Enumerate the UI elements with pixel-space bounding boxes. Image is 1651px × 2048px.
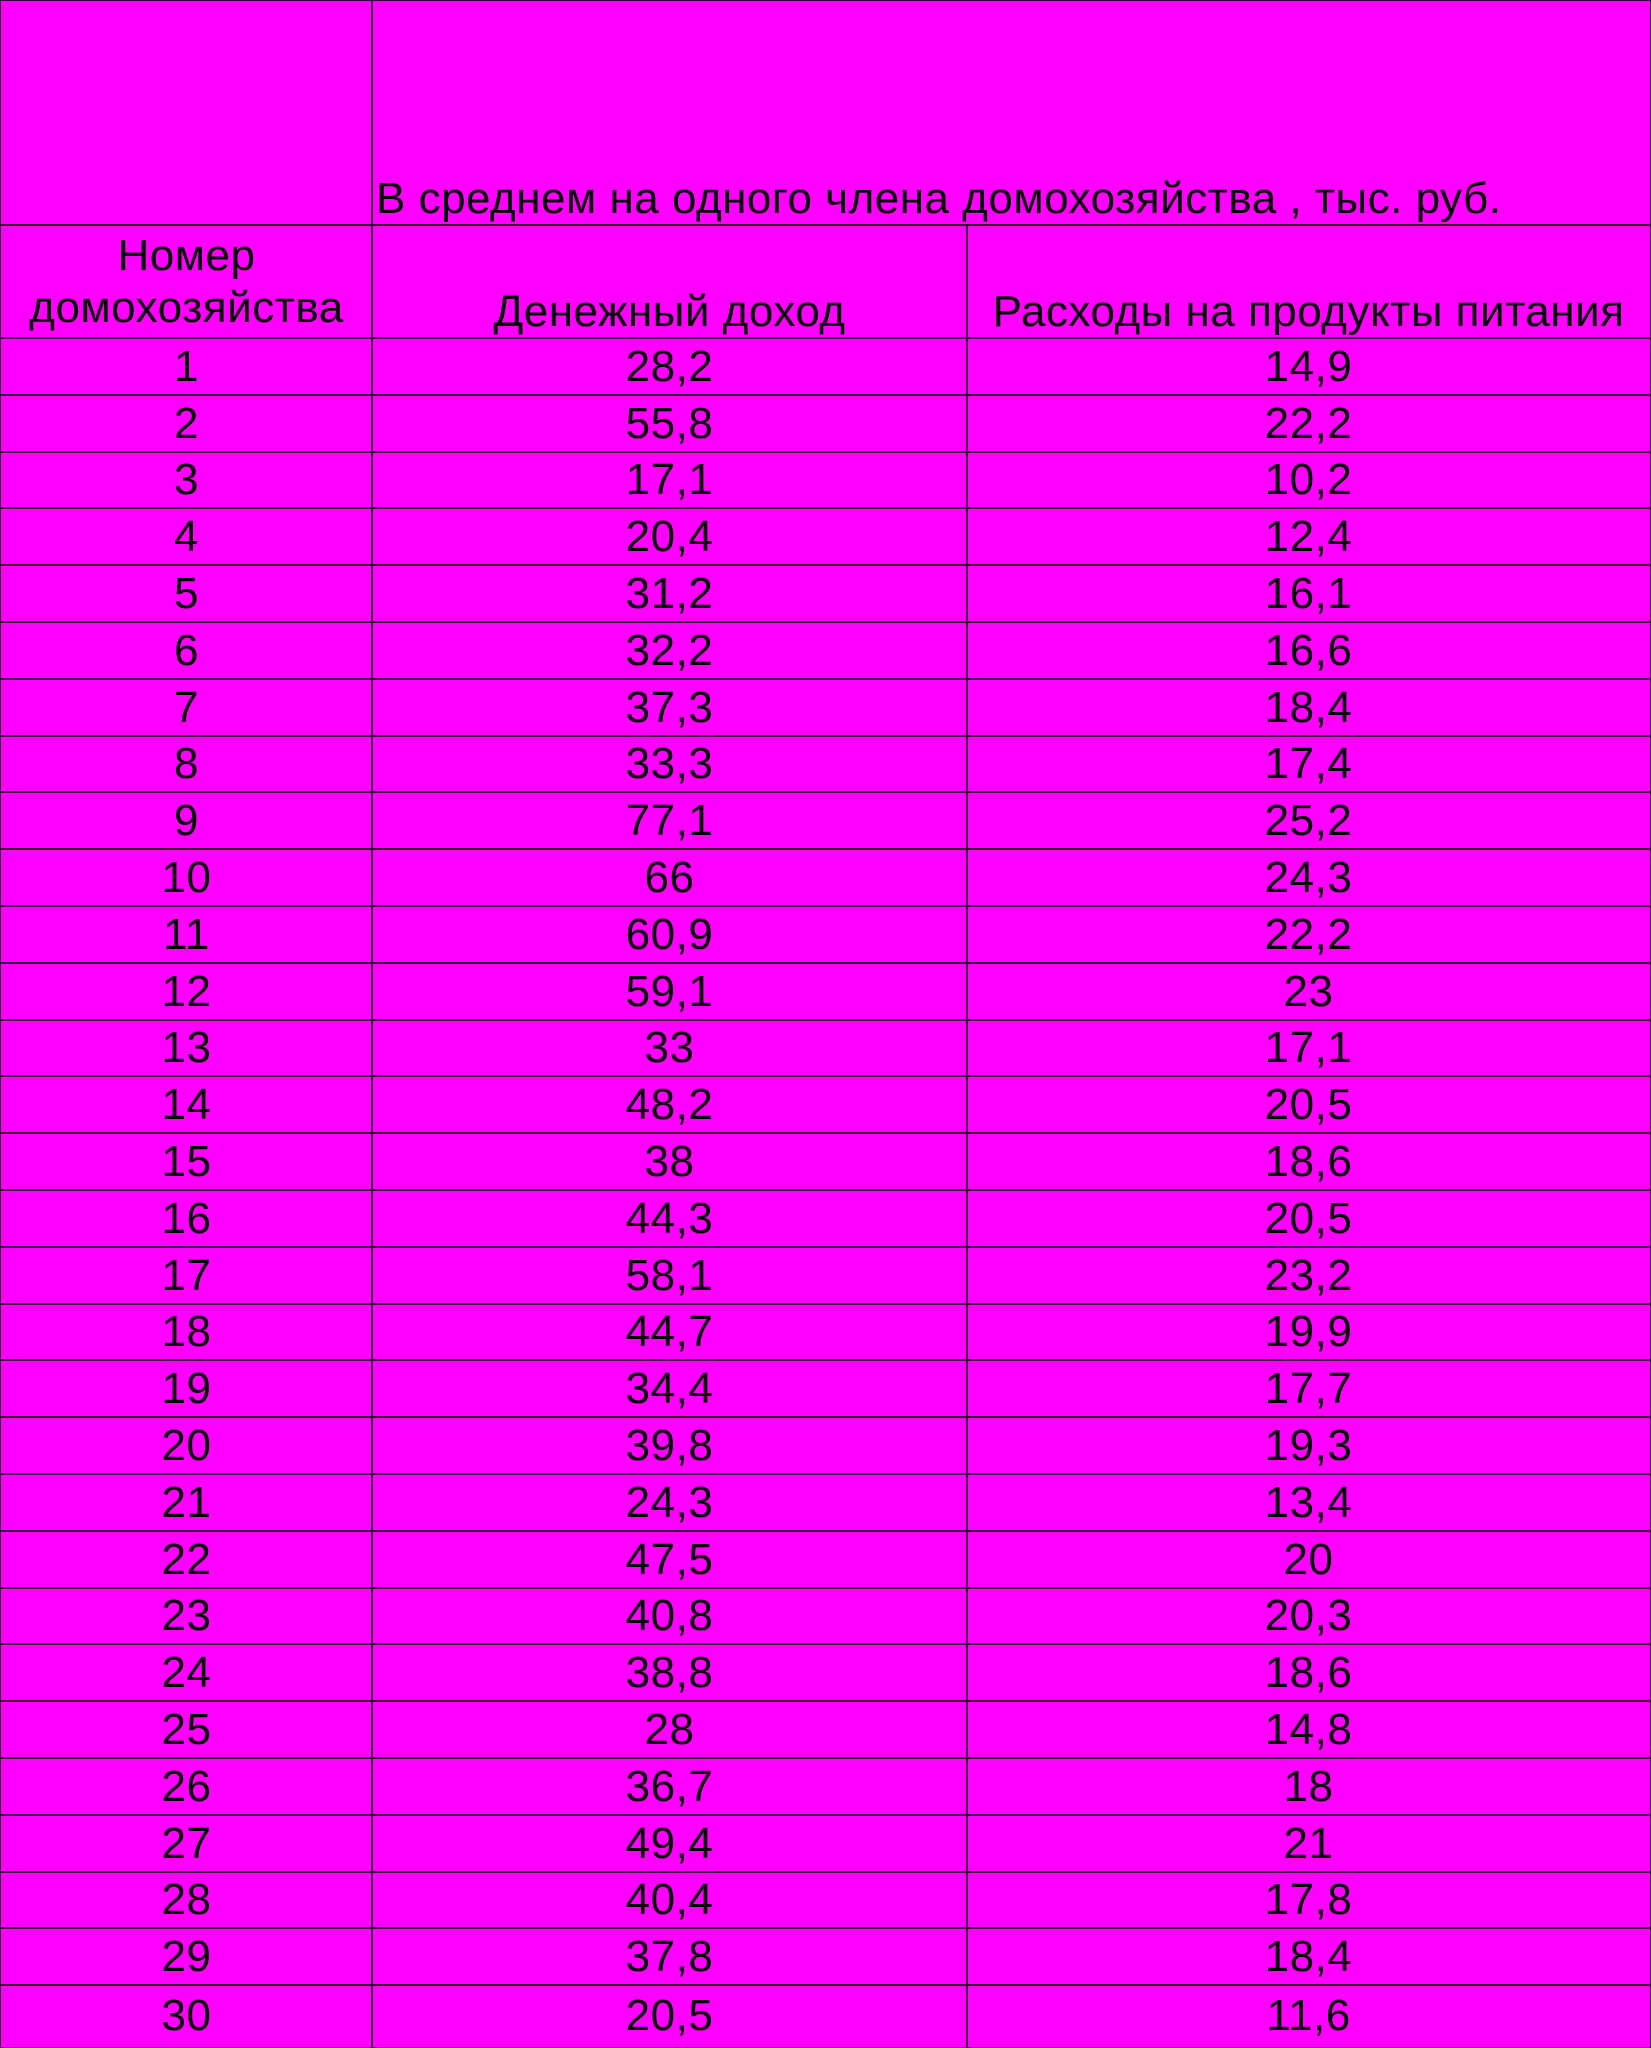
cell-money-income: 37,3 (371, 678, 968, 737)
cell-household-number: 5 (0, 564, 373, 623)
column-header-household-number: Номер домохозяйства (0, 224, 373, 339)
cell-money-income: 37,8 (371, 1927, 968, 1986)
cell-food-expenses: 20,5 (966, 1189, 1651, 1248)
cell-food-expenses: 18 (966, 1757, 1651, 1816)
cell-household-number: 22 (0, 1530, 373, 1589)
cell-household-number: 28 (0, 1871, 373, 1929)
cell-household-number: 30 (0, 1984, 373, 2048)
cell-food-expenses: 14,8 (966, 1700, 1651, 1759)
cell-money-income: 39,8 (371, 1416, 968, 1475)
cell-household-number: 20 (0, 1416, 373, 1475)
cell-household-number: 29 (0, 1927, 373, 1986)
cell-money-income: 47,5 (371, 1530, 968, 1589)
cell-food-expenses: 10,2 (966, 451, 1651, 509)
cell-money-income: 28,2 (371, 337, 968, 396)
cell-food-expenses: 22,2 (966, 905, 1651, 964)
cell-money-income: 66 (371, 848, 968, 907)
cell-household-number: 1 (0, 337, 373, 396)
group-header-cell: В среднем на одного члена домохозяйства , тыс. руб. (371, 0, 1651, 226)
cell-food-expenses: 20,3 (966, 1587, 1651, 1645)
cell-food-expenses: 20 (966, 1530, 1651, 1589)
cell-household-number: 9 (0, 791, 373, 850)
cell-household-number: 16 (0, 1189, 373, 1248)
cell-money-income: 59,1 (371, 962, 968, 1021)
cell-food-expenses: 17,8 (966, 1871, 1651, 1929)
column-header-money-income: Денежный доход (371, 224, 968, 339)
header-corner-cell (0, 0, 373, 226)
cell-household-number: 10 (0, 848, 373, 907)
cell-household-number: 14 (0, 1075, 373, 1134)
cell-money-income: 58,1 (371, 1246, 968, 1305)
cell-food-expenses: 16,1 (966, 564, 1651, 623)
cell-household-number: 15 (0, 1132, 373, 1191)
cell-money-income: 20,5 (371, 1984, 968, 2048)
cell-money-income: 40,4 (371, 1871, 968, 1929)
cell-food-expenses: 14,9 (966, 337, 1651, 396)
cell-food-expenses: 24,3 (966, 848, 1651, 907)
cell-food-expenses: 13,4 (966, 1473, 1651, 1532)
cell-food-expenses: 25,2 (966, 791, 1651, 850)
cell-food-expenses: 18,4 (966, 1927, 1651, 1986)
cell-food-expenses: 17,7 (966, 1359, 1651, 1418)
cell-money-income: 77,1 (371, 791, 968, 850)
cell-food-expenses: 17,1 (966, 1019, 1651, 1077)
cell-household-number: 11 (0, 905, 373, 964)
cell-household-number: 6 (0, 621, 373, 680)
cell-household-number: 3 (0, 451, 373, 509)
cell-money-income: 34,4 (371, 1359, 968, 1418)
cell-food-expenses: 17,4 (966, 735, 1651, 793)
cell-food-expenses: 16,6 (966, 621, 1651, 680)
cell-household-number: 12 (0, 962, 373, 1021)
cell-household-number: 19 (0, 1359, 373, 1418)
cell-money-income: 44,7 (371, 1303, 968, 1361)
cell-household-number: 2 (0, 394, 373, 453)
cell-food-expenses: 21 (966, 1814, 1651, 1873)
cell-money-income: 36,7 (371, 1757, 968, 1816)
cell-household-number: 26 (0, 1757, 373, 1816)
cell-money-income: 24,3 (371, 1473, 968, 1532)
cell-food-expenses: 18,6 (966, 1643, 1651, 1702)
cell-household-number: 25 (0, 1700, 373, 1759)
cell-household-number: 24 (0, 1643, 373, 1702)
cell-household-number: 17 (0, 1246, 373, 1305)
cell-household-number: 23 (0, 1587, 373, 1645)
cell-money-income: 33,3 (371, 735, 968, 793)
cell-food-expenses: 11,6 (966, 1984, 1651, 2048)
cell-money-income: 40,8 (371, 1587, 968, 1645)
cell-money-income: 44,3 (371, 1189, 968, 1248)
cell-household-number: 8 (0, 735, 373, 793)
cell-money-income: 33 (371, 1019, 968, 1077)
cell-household-number: 21 (0, 1473, 373, 1532)
cell-food-expenses: 12,4 (966, 507, 1651, 566)
cell-household-number: 18 (0, 1303, 373, 1361)
cell-food-expenses: 23,2 (966, 1246, 1651, 1305)
cell-money-income: 49,4 (371, 1814, 968, 1873)
cell-food-expenses: 22,2 (966, 394, 1651, 453)
cell-household-number: 7 (0, 678, 373, 737)
cell-money-income: 17,1 (371, 451, 968, 509)
cell-food-expenses: 19,3 (966, 1416, 1651, 1475)
cell-food-expenses: 20,5 (966, 1075, 1651, 1134)
cell-food-expenses: 23 (966, 962, 1651, 1021)
column-header-food-expenses: Расходы на продукты питания (966, 224, 1651, 339)
cell-food-expenses: 18,6 (966, 1132, 1651, 1191)
cell-money-income: 38 (371, 1132, 968, 1191)
cell-money-income: 31,2 (371, 564, 968, 623)
cell-household-number: 4 (0, 507, 373, 566)
cell-household-number: 27 (0, 1814, 373, 1873)
cell-food-expenses: 19,9 (966, 1303, 1651, 1361)
cell-money-income: 60,9 (371, 905, 968, 964)
cell-money-income: 32,2 (371, 621, 968, 680)
cell-money-income: 20,4 (371, 507, 968, 566)
cell-money-income: 38,8 (371, 1643, 968, 1702)
cell-household-number: 13 (0, 1019, 373, 1077)
cell-money-income: 28 (371, 1700, 968, 1759)
cell-food-expenses: 18,4 (966, 678, 1651, 737)
cell-money-income: 48,2 (371, 1075, 968, 1134)
cell-money-income: 55,8 (371, 394, 968, 453)
